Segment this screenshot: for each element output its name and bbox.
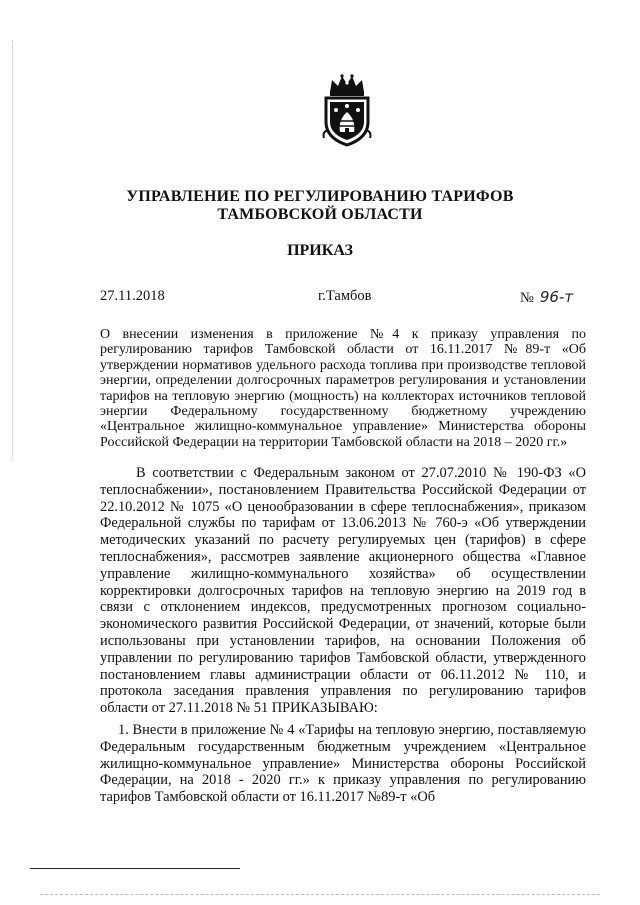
handwritten-number: 96-т — [539, 288, 574, 306]
number-prefix: № — [520, 290, 534, 306]
document-date: 27.11.2018 — [100, 288, 165, 304]
document-subject: О внесении изменения в приложение №4 к приказу управления по регулированию тарифов Тамбовской области от 16.11.2017 №89-т «Об утверждении нормативов удельного расхода топлива при производстве тепловой энергии, определении долгосрочных параметров регулирования и установлении тарифов на тепловую энергию (мощность) на коллекторах источников тепловой энергии Федеральному государственному бюджетному учреждению «Центральное жилищно-коммунальное управление» Министерства обороны Российской Федерации на территории Тамбовской области на 2018 – 2020 гг.» — [100, 327, 586, 450]
footnote-divider — [30, 868, 240, 869]
document-city: г.Тамбов — [318, 288, 372, 304]
scan-edge-artifact — [40, 894, 600, 895]
document-number — [520, 288, 573, 307]
body-paragraph-preamble: В соответствии с Федеральным законом от 27.07.2010 № 190-ФЗ «О теплоснабжении», постановлением Правительства Российской Федерации от 22.10.2012 № 1075 «О ценообразовании в сфере теплоснабжения», приказом Федеральной службы по тарифам от 13.06.2013 № 760-э «Об утверждении методических указаний по расчету регулируемых цен (тарифов) в сфере теплоснабжения», рассмотрев заявление акционерного общества «Главное управление жилищно-коммунального хозяйства» об осуществлении корректировки долгосрочных тарифов на тепловую энергию на 2019 год в связи с отклонением индексов, предусмотренных прогнозом социально-экономического развития Российской Федерации, от значений, которые были использованы при установлении тарифов, на основании Положения об управлении по регулированию тарифов Тамбовской области, утвержденного постановлением главы администрации области от 06.11.2012 № 110, и протокола заседания правления управления по регулированию тарифов области от 27.11.2018 № 51 ПРИКАЗЫВАЮ: — [100, 465, 586, 717]
document-type-title: ПРИКАЗ — [287, 242, 353, 259]
organization-name-line1: УПРАВЛЕНИЕ ПО РЕГУЛИРОВАНИЮ ТАРИФОВ — [126, 188, 514, 205]
tambov-region-coat-of-arms-icon — [318, 72, 376, 148]
organization-name-line2: ТАМБОВСКОЙ ОБЛАСТИ — [217, 206, 423, 223]
body-paragraph-item-1: 1. Внести в приложение № 4 «Тарифы на тепловую энергию, поставляемую Федеральным государственным бюджетным учреждением «Центральное жилищно-коммунальное управление» Министерства обороны Российской Федерации, на 2018 - 2020 гг.» к приказу управления по регулированию тарифов Тамбовской области от 16.11.2017 №89-т «Об — [100, 722, 586, 806]
